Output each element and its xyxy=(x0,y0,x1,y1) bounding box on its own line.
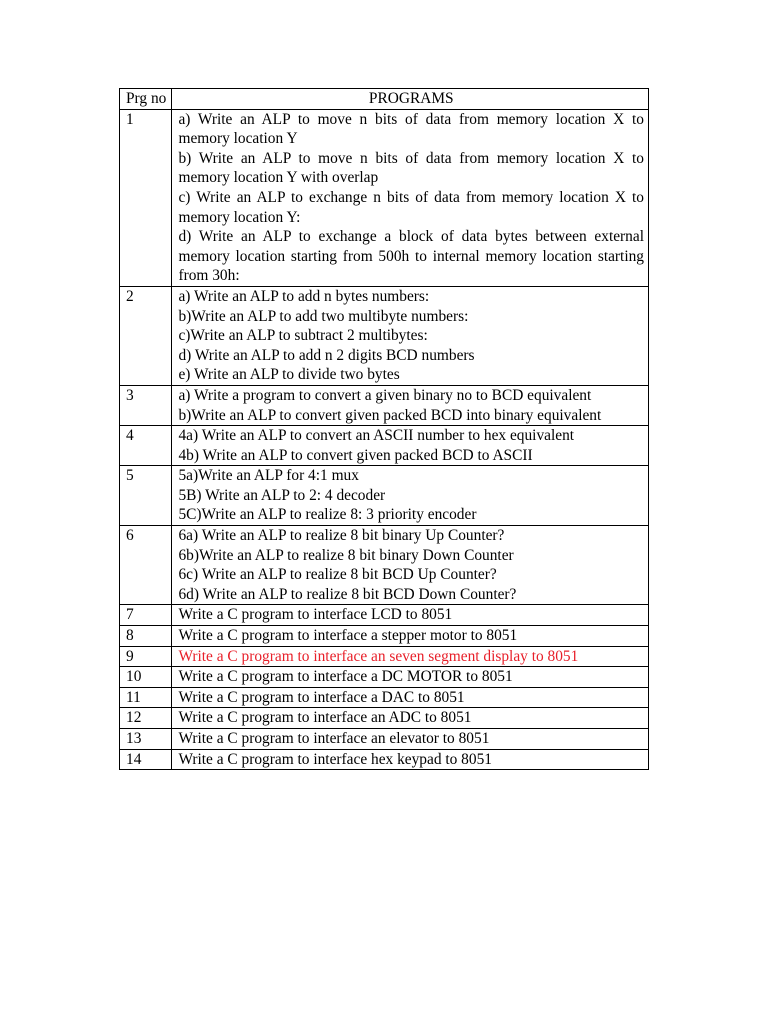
program-number: 8 xyxy=(120,626,172,647)
program-line: Write a C program to interface a DC MOTOR to 8051 xyxy=(178,668,513,686)
program-line: b)Write an ALP to add two multibyte numbers: xyxy=(178,307,469,325)
program-number: 7 xyxy=(120,605,172,626)
table-row xyxy=(120,749,649,770)
program-number: 2 xyxy=(120,286,172,385)
table-row xyxy=(120,708,649,729)
table-row xyxy=(120,286,649,385)
program-description xyxy=(172,426,649,466)
program-number: 4 xyxy=(120,426,172,466)
program-line: 5B) Write an ALP to 2: 4 decoder xyxy=(178,486,386,504)
program-number: 14 xyxy=(120,749,172,770)
table-row xyxy=(120,526,649,605)
table-row xyxy=(120,109,649,286)
table-row xyxy=(120,687,649,708)
table-row xyxy=(120,626,649,647)
program-description xyxy=(172,526,649,605)
table-row xyxy=(120,729,649,750)
program-description xyxy=(172,626,649,647)
program-number: 5 xyxy=(120,466,172,526)
program-description xyxy=(172,605,649,626)
program-line: Write a C program to interface a DAC to 8051 xyxy=(178,688,465,706)
program-line: c) Write an ALP to exchange n bits of data from memory location X to memory location Y: xyxy=(178,188,644,226)
program-line: 6b)Write an ALP to realize 8 bit binary Down Counter xyxy=(178,546,514,564)
program-description xyxy=(172,109,649,286)
program-line: c)Write an ALP to subtract 2 multibytes: xyxy=(178,327,428,345)
program-number: 3 xyxy=(120,385,172,425)
program-line: 4a) Write an ALP to convert an ASCII number to hex equivalent xyxy=(178,427,575,445)
table-row xyxy=(120,426,649,466)
program-number: 13 xyxy=(120,729,172,750)
program-line: e) Write an ALP to divide two bytes xyxy=(178,366,400,384)
table-row xyxy=(120,605,649,626)
program-line: Write a C program to interface an ADC to 8051 xyxy=(178,709,472,727)
programs-table xyxy=(119,88,649,770)
program-line: Write a C program to interface a stepper motor to 8051 xyxy=(178,627,518,645)
program-number: 6 xyxy=(120,526,172,605)
program-line: 6d) Write an ALP to realize 8 bit BCD Down Counter? xyxy=(178,585,517,603)
program-description xyxy=(172,687,649,708)
table-row xyxy=(120,385,649,425)
program-description xyxy=(172,286,649,385)
program-line: Write a C program to interface LCD to 8051 xyxy=(178,606,453,624)
program-line: 5C)Write an ALP to realize 8: 3 priority encoder xyxy=(178,506,477,524)
program-number: 9 xyxy=(120,646,172,667)
program-line: b)Write an ALP to convert given packed BCD into binary equivalent xyxy=(178,406,602,424)
program-line: 6a) Write an ALP to realize 8 bit binary Up Counter? xyxy=(178,527,505,545)
program-description xyxy=(172,729,649,750)
program-number: 12 xyxy=(120,708,172,729)
program-line: a) Write an ALP to move n bits of data from memory location X to memory location Y xyxy=(178,110,644,148)
program-line: a) Write a program to convert a given binary no to BCD equivalent xyxy=(178,386,592,404)
program-description xyxy=(172,749,649,770)
program-description xyxy=(172,646,649,667)
table-body xyxy=(120,109,649,770)
program-line: d) Write an ALP to exchange a block of data bytes between external memory location starting from 500h to internal memory location starting from 30h: xyxy=(178,228,644,285)
table-row xyxy=(120,667,649,688)
program-line: 6c) Write an ALP to realize 8 bit BCD Up Counter? xyxy=(178,566,497,584)
program-number: 1 xyxy=(120,109,172,286)
program-line: d) Write an ALP to add n 2 digits BCD numbers xyxy=(178,346,475,364)
program-line: Write a C program to interface an elevator to 8051 xyxy=(178,730,490,747)
program-description xyxy=(172,466,649,526)
program-description xyxy=(172,667,649,688)
program-line: 5a)Write an ALP for 4:1 mux xyxy=(178,467,359,485)
header-programs: PROGRAMS xyxy=(172,89,649,110)
program-line: Write a C program to interface an seven segment display to 8051 xyxy=(178,647,579,665)
table-row xyxy=(120,646,649,667)
program-description xyxy=(172,385,649,425)
table-header-row xyxy=(120,89,649,110)
table-row xyxy=(120,466,649,526)
program-line: 4b) Write an ALP to convert given packed BCD to ASCII xyxy=(178,446,533,464)
program-line: b) Write an ALP to move n bits of data from memory location X to memory location Y with overlap xyxy=(178,149,644,187)
program-description xyxy=(172,708,649,729)
program-number: 10 xyxy=(120,667,172,688)
program-number: 11 xyxy=(120,687,172,708)
header-program-number: Prg no xyxy=(120,89,172,110)
program-line: Write a C program to interface hex keypad to 8051 xyxy=(178,750,492,768)
program-line: a) Write an ALP to add n bytes numbers: xyxy=(178,287,430,305)
